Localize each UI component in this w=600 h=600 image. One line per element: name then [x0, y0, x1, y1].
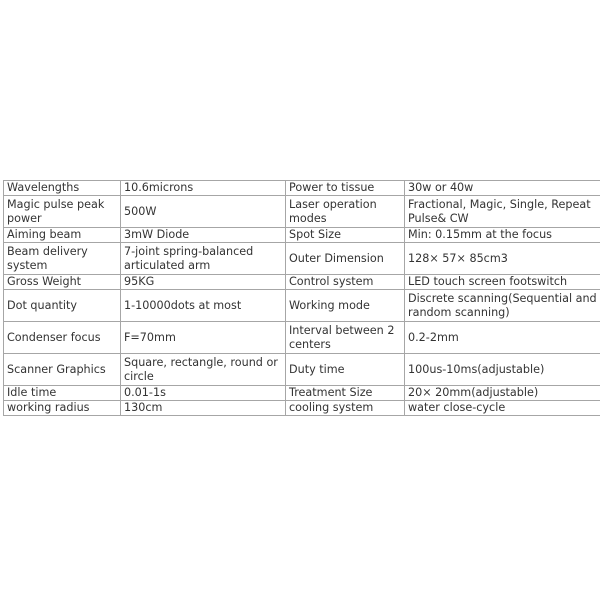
- table-row: [4, 196, 600, 228]
- spec-value: 7-joint spring-balanced articulated arm: [121, 243, 286, 275]
- spec-label: Scanner Graphics: [4, 354, 121, 386]
- spec-label: Beam delivery system: [4, 243, 121, 275]
- spec-label: Condenser focus: [4, 322, 121, 354]
- spec-label: Power to tissue: [286, 181, 405, 196]
- table-row: [4, 401, 600, 416]
- spec-value: 0.01-1s: [121, 386, 286, 401]
- spec-label: Spot Size: [286, 228, 405, 243]
- spec-label: Wavelengths: [4, 181, 121, 196]
- spec-value: 3mW Diode: [121, 228, 286, 243]
- table-row: [4, 181, 600, 196]
- table-row: [4, 322, 600, 354]
- spec-label: Control system: [286, 275, 405, 290]
- spec-value: 130cm: [121, 401, 286, 416]
- spec-label: Magic pulse peak power: [4, 196, 121, 228]
- table-row: [4, 243, 600, 275]
- spec-value: 128× 57× 85cm3: [405, 243, 600, 275]
- spec-value: 0.2-2mm: [405, 322, 600, 354]
- table-row: [4, 290, 600, 322]
- spec-value: water close-cycle: [405, 401, 600, 416]
- spec-label: Outer Dimension: [286, 243, 405, 275]
- spec-label: Gross Weight: [4, 275, 121, 290]
- spec-label: cooling system: [286, 401, 405, 416]
- spec-value: Square, rectangle, round or circle: [121, 354, 286, 386]
- spec-label: Duty time: [286, 354, 405, 386]
- spec-value: 10.6microns: [121, 181, 286, 196]
- spec-value: 500W: [121, 196, 286, 228]
- spec-label: Interval between 2 centers: [286, 322, 405, 354]
- table-row: [4, 386, 600, 401]
- spec-table: [3, 180, 600, 416]
- spec-value: 1-10000dots at most: [121, 290, 286, 322]
- spec-label: Dot quantity: [4, 290, 121, 322]
- spec-value: LED touch screen footswitch: [405, 275, 600, 290]
- table-row: [4, 228, 600, 243]
- spec-value: Min: 0.15mm at the focus: [405, 228, 600, 243]
- spec-value: F=70mm: [121, 322, 286, 354]
- spec-label: Aiming beam: [4, 228, 121, 243]
- spec-value: 20× 20mm(adjustable): [405, 386, 600, 401]
- table-row: [4, 354, 600, 386]
- spec-value: 95KG: [121, 275, 286, 290]
- spec-value: Discrete scanning(Sequential and random scanning): [405, 290, 600, 322]
- spec-value: 30w or 40w: [405, 181, 600, 196]
- spec-value: 100us-10ms(adjustable): [405, 354, 600, 386]
- spec-label: working radius: [4, 401, 121, 416]
- spec-label: Working mode: [286, 290, 405, 322]
- spec-label: Laser operation modes: [286, 196, 405, 228]
- spec-label: Idle time: [4, 386, 121, 401]
- spec-value: Fractional, Magic, Single, Repeat Pulse& CW: [405, 196, 600, 228]
- spec-label: Treatment Size: [286, 386, 405, 401]
- table-row: [4, 275, 600, 290]
